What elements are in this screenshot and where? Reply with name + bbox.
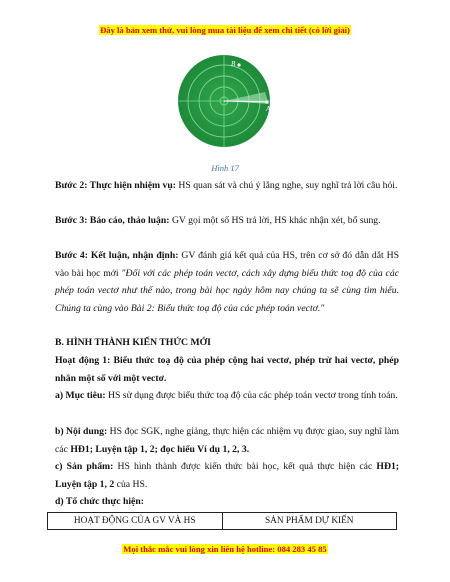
- content-bold: HĐ1; Luyện tập 1, 2; đọc hiểu Ví dụ 1, 2, 3.: [70, 443, 250, 455]
- objective-label: a) Mục tiêu:: [55, 390, 106, 401]
- step2-text: HS quan sát và chú ý lắng nghe, suy nghĩ trả lời câu hỏi.: [175, 180, 398, 191]
- content-text: HS đọc SGK, nghe giảng, thực hiện các nhiệm vụ được giao, suy nghĩ làm các: [55, 426, 399, 455]
- preview-notice-text: Đây là bản xem thử, vui lòng mua tài liệu để xem chi tiết (có lời giải): [100, 25, 350, 35]
- hotline-banner: [0, 544, 450, 554]
- step3-paragraph: [55, 212, 399, 230]
- point-b-label: B: [231, 60, 236, 68]
- product-bold: HĐ1; Luyện tập 1, 2: [55, 461, 400, 490]
- step4-label: Bước 4: Kết luận, nhận định:: [55, 250, 179, 261]
- product-paragraph: [55, 458, 399, 493]
- product-text: HS hình thành được kiến thức bài học, kết quả thực hiện các: [113, 461, 377, 472]
- step4-text: GV đánh giá kết quả của HS, trên cơ sở đó dẫn dắt HS vào bài học mới: [55, 250, 399, 279]
- content-paragraph: [55, 423, 399, 458]
- activity-table-header: [47, 512, 397, 530]
- activity1-heading: [55, 352, 399, 387]
- step3-label: Bước 3: Báo cáo, thảo luận:: [55, 215, 170, 226]
- point-a-label: A: [266, 105, 271, 113]
- step2-paragraph: [55, 177, 399, 195]
- section-b-heading: [55, 334, 399, 352]
- product-label: c) Sản phẩm:: [55, 461, 114, 472]
- step4-paragraph: [55, 247, 399, 317]
- table-header-products: SẢN PHẨM DỰ KIẾN: [264, 516, 354, 526]
- objective-paragraph: [55, 387, 399, 405]
- step4-quote: "Đối với các phép toán vectơ, cách xây dựng biểu thức toạ độ của các phép toán vectơ như thế nào, trong bài học ngày hôm nay chúng ta sẽ cùng tìm hiểu. Chúng ta cùng vào Bài 2: Biểu thức toạ độ của các phép toán vectơ.": [55, 267, 400, 314]
- radar-figure: [177, 54, 271, 148]
- preview-notice-banner: [0, 25, 450, 35]
- product-tail: của HS.: [114, 478, 148, 490]
- activity1-title: Hoạt động 1: Biểu thức toạ độ của phép cộng hai vectơ, phép trừ hai vectơ, phép nhân một số với một vectơ.: [55, 355, 399, 384]
- step2-label: Bước 2: Thực hiện nhiệm vụ:: [55, 180, 176, 191]
- organization-title: d) Tổ chức thực hiện:: [55, 496, 144, 507]
- step3-text: GV gọi một số HS trả lời, HS khác nhận xét, bổ sung.: [169, 215, 381, 226]
- section-b-title: B. HÌNH THÀNH KIẾN THỨC MỚI: [55, 337, 211, 348]
- table-header-activities: HOẠT ĐỘNG CỦA GV VÀ HS: [48, 513, 223, 529]
- content-label: b) Nội dung:: [55, 426, 108, 437]
- organization-heading: [55, 493, 399, 511]
- objective-text: HS sử dụng được biểu thức toạ độ của các phép toán vectơ trong tính toán.: [105, 390, 398, 401]
- hotline-text: Mọi thắc mắc vui lòng xin liên hệ hotline: 084 283 45 85: [123, 544, 327, 554]
- figure-caption: Hình 17: [211, 163, 239, 173]
